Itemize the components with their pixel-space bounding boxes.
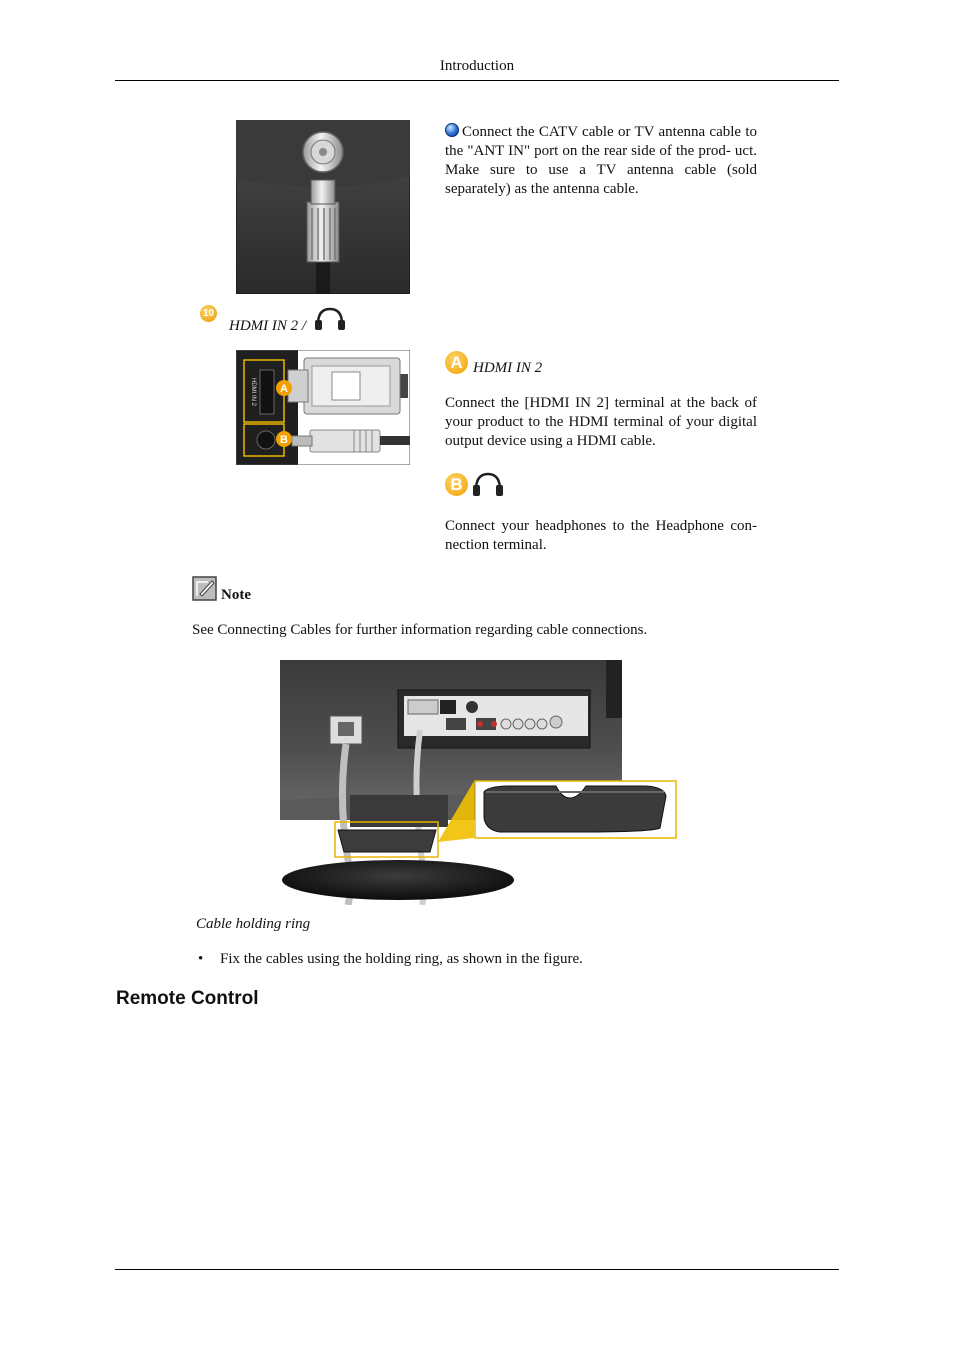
badge-b: B xyxy=(445,473,468,496)
badge-a: A xyxy=(445,351,468,374)
header-rule xyxy=(115,80,839,81)
note-text: See Connecting Cables for further information regarding cable connections. xyxy=(192,622,648,638)
bullet-text: Fix the cables using the holding ring, as shown in the figure. xyxy=(220,951,583,967)
remote-control-heading: Remote Control xyxy=(116,988,259,1009)
note-label: Note xyxy=(221,587,251,603)
section-a-title: HDMI IN 2 xyxy=(473,360,543,376)
bullet-symbol: • xyxy=(198,951,204,967)
hdmi-connector-image xyxy=(236,350,410,465)
page-header-title: Introduction xyxy=(439,58,515,74)
marker-b: B xyxy=(280,434,288,446)
footer-rule xyxy=(115,1269,839,1270)
section-a-text: Connect the [HDMI IN 2] terminal at the back of your product to the HDMI terminal of your digital output device using a HDMI cable. xyxy=(445,395,757,449)
headphone-icon xyxy=(471,470,505,498)
headphone-icon xyxy=(313,306,347,332)
hdmi-port-label: HDMI IN 2 xyxy=(250,377,256,407)
item-number-badge: 10 xyxy=(200,305,217,322)
note-icon xyxy=(192,576,217,601)
bullet-dot-icon xyxy=(445,123,459,137)
antenna-instruction: Connect the CATV cable or TV antenna cable to the "ANT IN" port on the rear side of the prod- uct. Make sure to use a TV antenna cable (sold separately) as the antenna cable. xyxy=(445,124,757,197)
item-label: HDMI IN 2 / xyxy=(229,318,307,334)
cable-holding-ring-image xyxy=(280,660,680,905)
antenna-cable-image xyxy=(236,120,410,294)
section-b-text: Connect your headphones to the Headphone con- nection terminal. xyxy=(445,518,757,553)
marker-a: A xyxy=(280,383,288,395)
figure-caption: Cable holding ring xyxy=(196,916,311,932)
